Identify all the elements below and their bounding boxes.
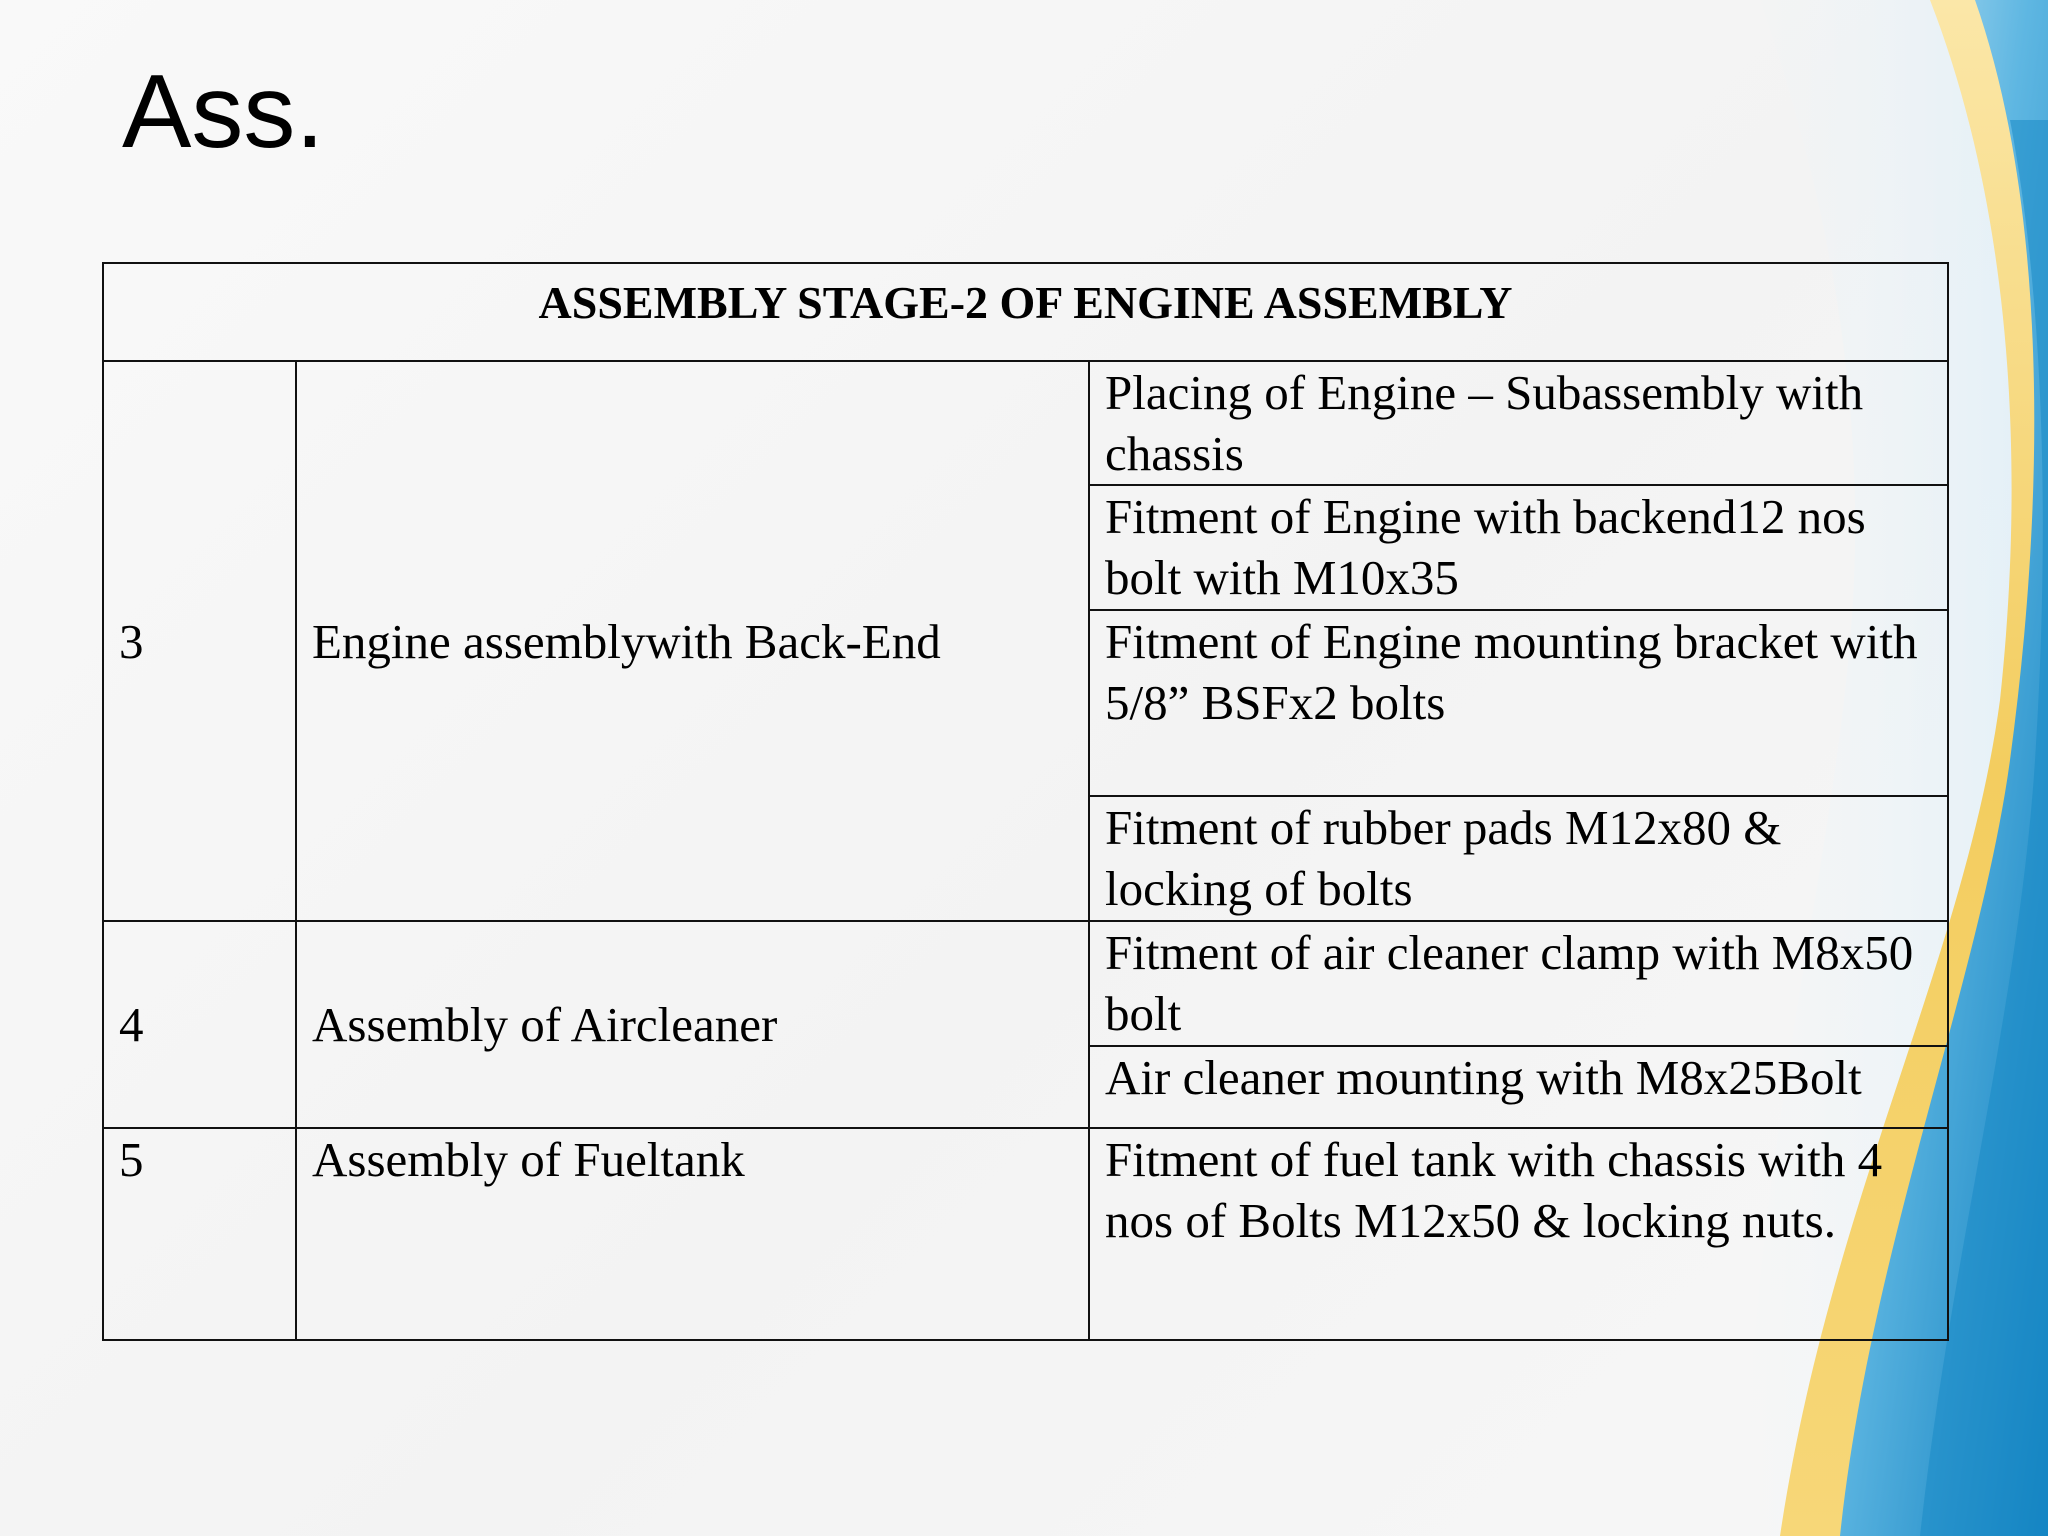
stage-number-cell: 5 (103, 1128, 296, 1340)
slide-title: Ass. (122, 54, 325, 170)
operation-cell: Fitment of rubber pads M12x80 & locking of bolts (1089, 796, 1948, 921)
assembly-stage-table (102, 262, 1949, 1341)
operation-cell: Fitment of Engine with backend12 nos bolt with M10x35 (1089, 485, 1948, 610)
operation-cell: Fitment of Engine mounting bracket with 5/8” BSFx2 bolts (1089, 610, 1948, 796)
stage-name-cell: Assembly of Fueltank (296, 1128, 1089, 1340)
table-row (103, 1128, 1948, 1340)
stage-name-cell: Assembly of Aircleaner (296, 921, 1089, 1128)
table-header-row (103, 263, 1948, 361)
operation-cell: Placing of Engine – Subassembly with chassis (1089, 361, 1948, 485)
operation-cell: Fitment of air cleaner clamp with M8x50 bolt (1089, 921, 1948, 1046)
table-heading: ASSEMBLY STAGE-2 OF ENGINE ASSEMBLY (103, 263, 1948, 361)
stage-name-cell: Engine assemblywith Back-End (296, 361, 1089, 921)
table-row (103, 921, 1948, 1046)
operation-cell: Fitment of fuel tank with chassis with 4 nos of Bolts M12x50 & locking nuts. (1089, 1128, 1948, 1340)
stage-number-cell: 4 (103, 921, 296, 1128)
stage-number-cell: 3 (103, 361, 296, 921)
table-row (103, 361, 1948, 485)
operation-cell: Air cleaner mounting with M8x25Bolt (1089, 1046, 1948, 1128)
